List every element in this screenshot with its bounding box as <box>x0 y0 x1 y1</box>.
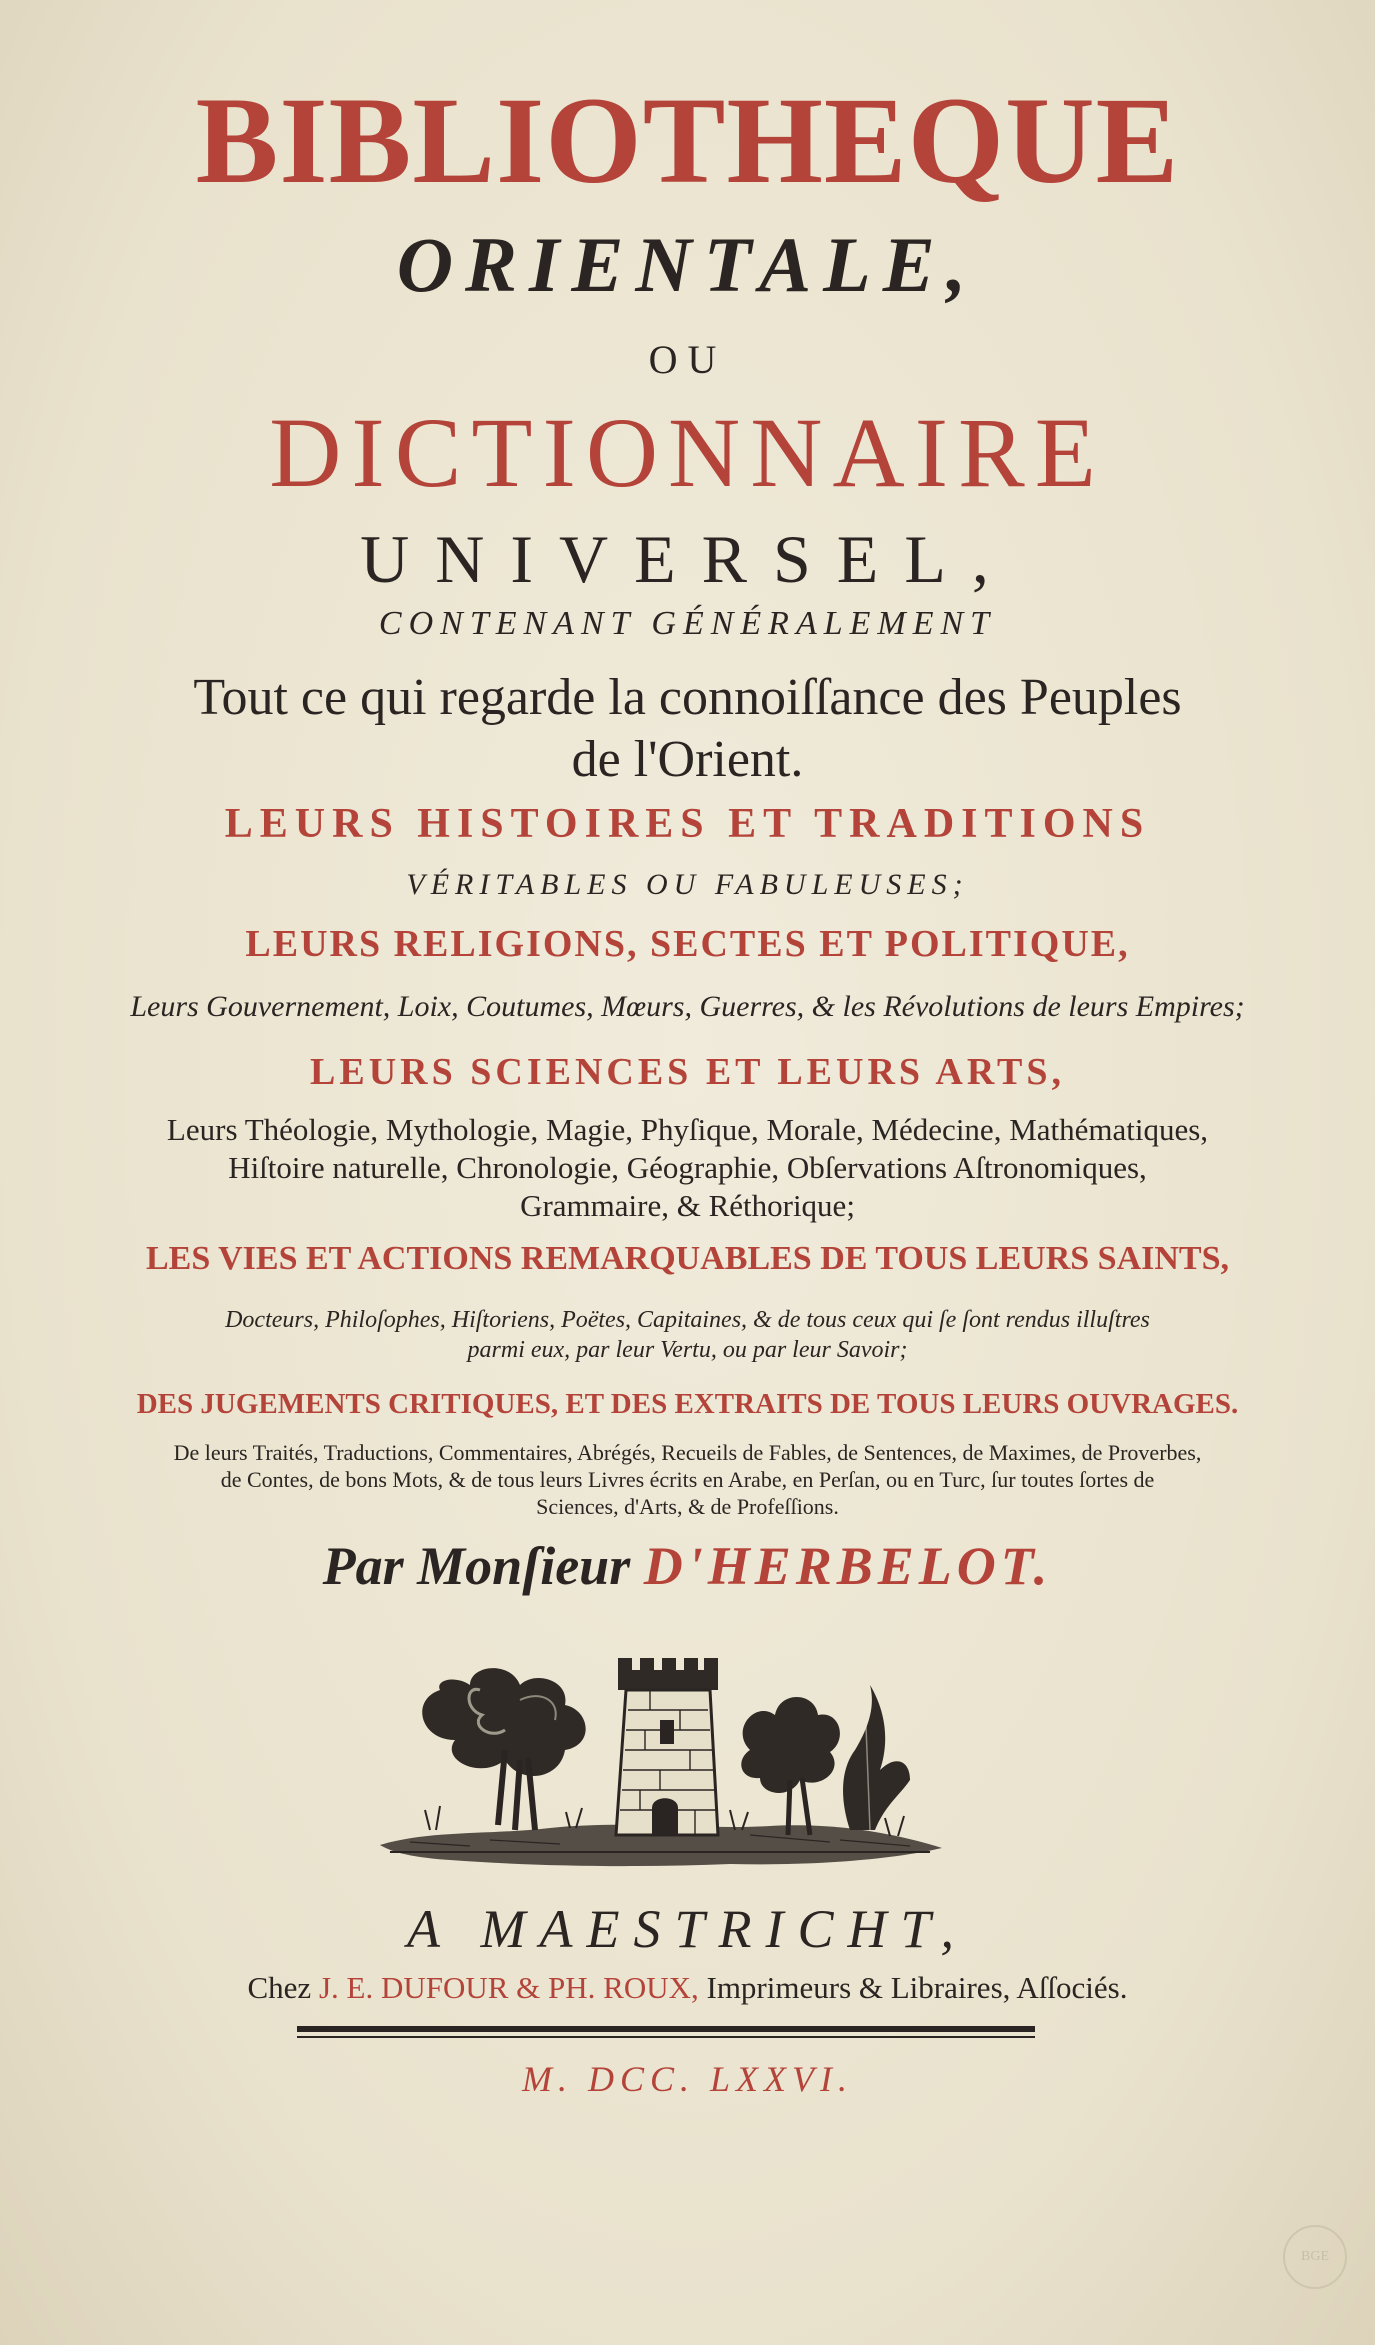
conjunction: OU <box>648 337 727 382</box>
disciplines-line-3: Grammaire, & Réthorique; <box>520 1188 855 1223</box>
disciplines-line-2: Hiſtoire naturelle, Chronologie, Géographie, Obſervations Aſtronomiques, <box>228 1150 1147 1185</box>
doctors-line-1: Docteurs, Philoſophes, Hiſtoriens, Poëtes, Capitaines, & de tous ceux qui ſe ſont rendus illuſtres <box>225 1307 1150 1333</box>
description-line-2: de l'Orient. <box>571 731 804 788</box>
imprint-publishers <box>0 1970 1375 2006</box>
chez-label: Chez <box>247 1970 312 2005</box>
double-rule-divider <box>297 2026 1035 2038</box>
government-line: Leurs Gouvernement, Loix, Coutumes, Mœurs, Guerres, & les Révolutions de leurs Empires; <box>130 990 1245 1023</box>
sciences-heading: LEURS SCIENCES ET LEURS ARTS, <box>310 1051 1065 1093</box>
treatises-line-3: Sciences, d'Arts, & de Profeſſions. <box>536 1494 839 1519</box>
author-line <box>0 1535 1375 1597</box>
tower-vignette-illustration <box>370 1630 950 1880</box>
lives-heading: LES VIES ET ACTIONS REMARQUABLES DE TOUS LEURS SAINTS, <box>145 1240 1230 1277</box>
printers-role: Imprimeurs & Libraires, Aſſociés. <box>706 1970 1128 2005</box>
judgments-heading: DES JUGEMENTS CRITIQUES, ET DES EXTRAITS DE TOUS LEURS OUVRAGES. <box>136 1388 1239 1420</box>
book-title: BIBLIOTHEQUE <box>195 72 1180 209</box>
doctors-line-2: parmi eux, par leur Vertu, ou par leur Savoir; <box>467 1337 908 1363</box>
imprint-place: A MAESTRICHT, <box>406 1899 968 1959</box>
disciplines-line-1: Leurs Théologie, Mythologie, Magie, Phyſique, Morale, Médecine, Mathématiques, <box>166 1112 1209 1147</box>
description-line-1: Tout ce qui regarde la connoiſſance des Peuples <box>193 669 1182 726</box>
treatises-line-1: De leurs Traités, Traductions, Commentaires, Abrégés, Recueils de Fables, de Sentences, de Maximes, de Proverbes, <box>173 1440 1202 1465</box>
dictionary-heading: DICTIONNAIRE <box>269 397 1106 508</box>
author-name: D'HERBELOT. <box>643 1536 1053 1596</box>
by-label: Par Monſieur <box>322 1536 631 1596</box>
containing-line: CONTENANT GÉNÉRALEMENT <box>378 605 997 642</box>
imprint-date: M. DCC. LXXVI. <box>522 2059 853 2099</box>
veritables-line: VÉRITABLES OU FABULEUSES; <box>406 868 969 901</box>
treatises-line-2: de Contes, de bons Mots, & de tous leurs Livres écrits en Arabe, en Perſan, ou en Turc, ſur toutes ſortes de <box>220 1467 1155 1492</box>
printers-names: J. E. DUFOUR & PH. ROUX, <box>318 1970 699 2005</box>
histories-heading: LEURS HISTOIRES ET TRADITIONS <box>224 801 1151 847</box>
library-stamp: BGE <box>1283 2225 1347 2289</box>
religions-heading: LEURS RELIGIONS, SECTES ET POLITIQUE, <box>245 923 1130 965</box>
universal-heading: UNIVERSEL, <box>360 521 1015 597</box>
book-subtitle: ORIENTALE, <box>396 221 979 308</box>
